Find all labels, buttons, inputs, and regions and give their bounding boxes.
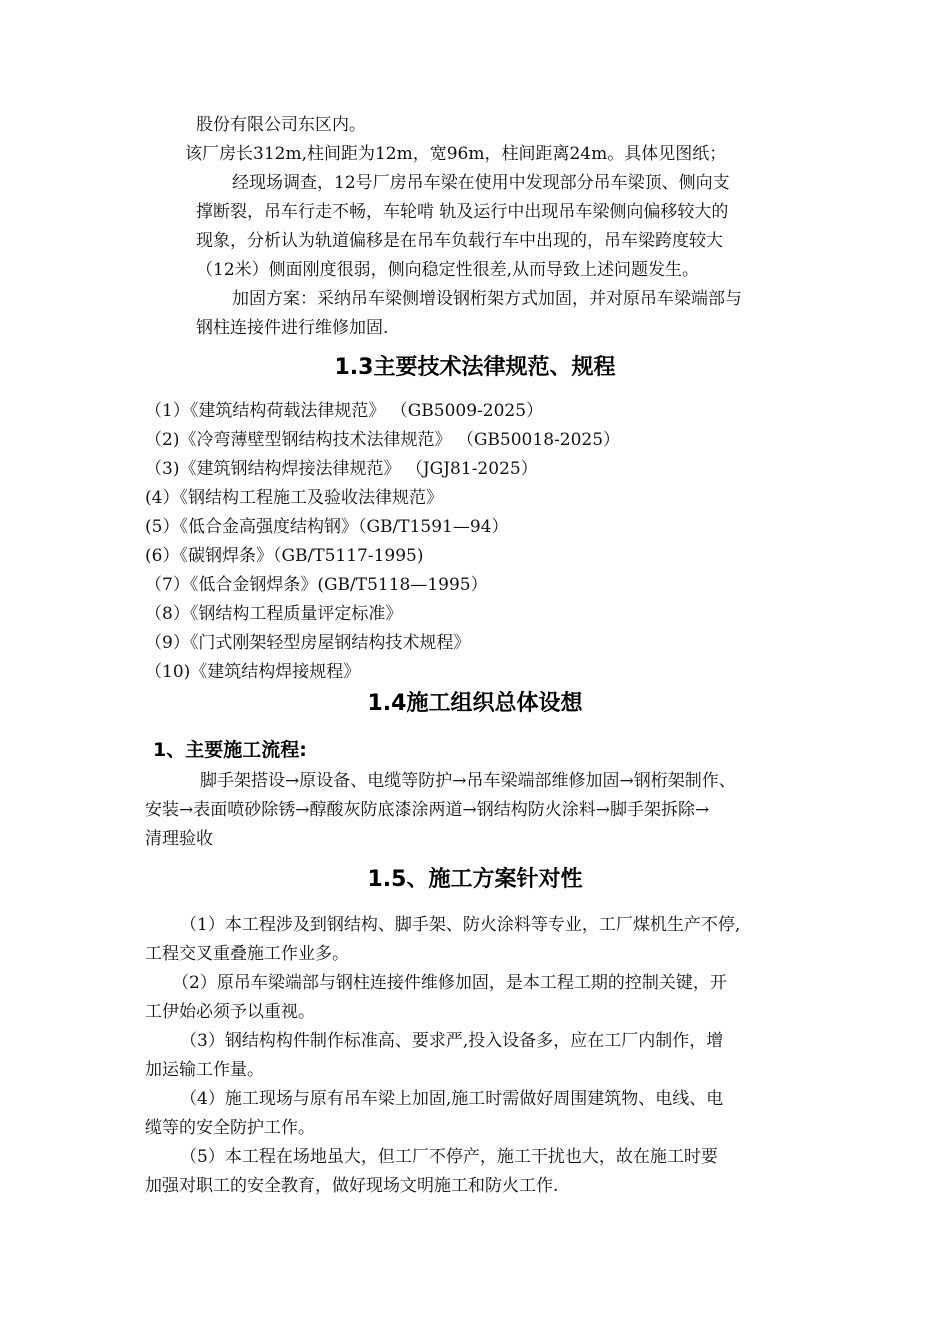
standard-item: （7）《低合金钢焊条》(GB/T5118—1995） [145,575,488,595]
intro-line: （12米）侧面刚度很弱，侧向稳定性很差,从而导致上述问题发生。 [196,260,700,280]
standard-item: （2)《冷弯薄壁型钢结构技术法律规范》 （GB50018-2025） [145,430,621,450]
intro-line: 加固方案：采纳吊车梁侧增设钢桁架方式加固，并对原吊车梁端部与 [232,289,742,309]
intro-line: 该厂房长312m,柱间距为12m，宽96m，柱间距离24m。具体见图纸； [185,144,727,164]
intro-line: 现象，分析认为轨道偏移是在吊车负载行车中出现的，吊车梁跨度较大 [196,231,723,251]
standard-item: (5）《低合金高强度结构钢》（GB/T1591—94） [145,517,509,537]
pertinence-line: （3）钢结构构件制作标准高、要求严,投入设备多，应在工厂内制作，增 [180,1031,724,1051]
section-heading-1-5: 1.5、施工方案针对性 [367,867,583,892]
standard-item: （1）《建筑结构荷载法律规范》 （GB5009-2025） [145,401,544,421]
pertinence-line: （1）本工程涉及到钢结构、脚手架、防火涂料等专业，工厂煤机生产不停, [180,915,741,935]
pertinence-line: （2）原吊车梁端部与钢柱连接件维修加固，是本工程工期的控制关键，开 [172,973,727,993]
intro-line: 钢柱连接件进行维修加固. [196,318,389,338]
standard-item: （8）《钢结构工程质量评定标准》 [145,604,403,624]
pertinence-line: （5）本工程在场地虽大，但工厂不停产，施工干扰也大，故在施工时要 [180,1147,718,1167]
intro-line: 股份有限公司东区内。 [196,115,366,135]
section-heading-1-3: 1.3主要技术法律规范、规程 [334,355,616,380]
subheading-construction-flow: 1、主要施工流程: [153,739,307,761]
flow-line: 脚手架搭设→原设备、电缆等防护→吊车梁端部维修加固→钢桁架制作、 [200,771,736,791]
pertinence-line: 加强对职工的安全教育，做好现场文明施工和防火工作. [145,1176,559,1196]
pertinence-line: 工程交叉重叠施工作业多。 [145,944,349,964]
standard-item: (4）《钢结构工程施工及验收法律规范》 [145,488,443,508]
flow-line: 清理验收 [145,829,213,849]
intro-line: 撑断裂，吊车行走不畅，车轮啃 轨及运行中出现吊车梁侧向偏移较大的 [196,202,729,222]
pertinence-line: 加运输工作量。 [145,1060,264,1080]
pertinence-line: 缆等的安全防护工作。 [145,1118,315,1138]
flow-line: 安装→表面喷砂除锈→醇酸灰防底漆涂两道→钢结构防火涂料→脚手架拆除→ [145,800,710,820]
intro-line: 经现场调查，12号厂房吊车梁在使用中发现部分吊车梁顶、侧向支 [232,173,730,193]
pertinence-line: 工伊始必须予以重视。 [145,1002,315,1022]
standard-item: (6）《碳钢焊条》（GB/T5117-1995) [145,546,424,566]
section-heading-1-4: 1.4施工组织总体设想 [367,691,583,716]
standard-item: （9）《门式刚架轻型房屋钢结构技术规程》 [145,633,471,653]
pertinence-line: （4）施工现场与原有吊车梁上加固,施工时需做好周围建筑物、电线、电 [180,1089,724,1109]
standard-item: （10)《建筑结构焊接规程》 [145,662,361,682]
standard-item: （3)《建筑钢结构焊接法律规范》 （JGJ81-2025） [145,459,538,479]
